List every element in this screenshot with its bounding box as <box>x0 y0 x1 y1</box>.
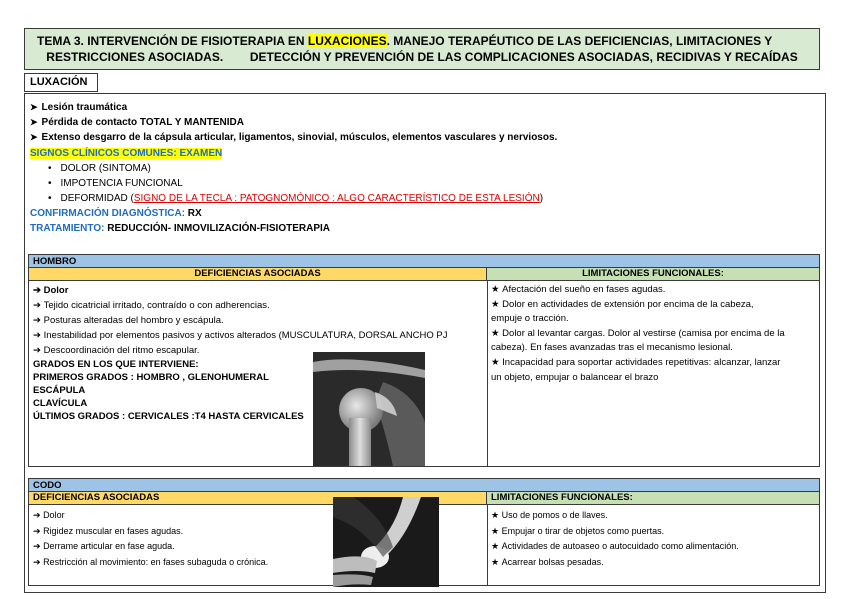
shoulder-table <box>28 254 820 467</box>
list-item: ★ Empujar o tirar de objetos como puertas. <box>491 525 665 536</box>
list-item: ➔ Inestabilidad por elementos pasivos y activos alterados (MUSCULATURA, DORSAL ANCHO PJ <box>33 330 448 341</box>
arrow-icon: ➔ <box>33 541 41 551</box>
shoulder-limitations-header: LIMITACIONES FUNCIONALES: <box>487 268 819 281</box>
signs-heading: SIGNOS CLÍNICOS COMUNES: EXAMEN <box>30 148 223 159</box>
list-item: ★ Acarrear bolsas pesadas. <box>491 556 604 567</box>
list-item: ➔ Dolor <box>33 510 65 520</box>
diagnosis-line: CONFIRMACIÓN DIAGNÓSTICA: RX <box>30 208 202 219</box>
section-tab-luxacion: LUXACIÓN <box>24 73 98 92</box>
arrow-icon: ➔ <box>33 315 41 326</box>
grades-line: ESCÁPULA <box>33 385 86 396</box>
list-item: un objeto, empujar o balancear el brazo <box>491 371 659 383</box>
star-icon: ★ <box>491 284 500 295</box>
list-item: ★ Dolor en actividades de extensión por encima de la cabeza, <box>491 298 754 310</box>
list-item: ➔ Dolor <box>33 285 69 296</box>
pointer-icon: ➤ <box>30 102 38 112</box>
list-item: ★ Uso de pomos o de llaves. <box>491 510 608 520</box>
star-icon: ★ <box>491 541 500 551</box>
title-line-2: RESTRICCIONES ASOCIADAS. DETECCIÓN Y PREVENCIÓN DE LAS COMPLICACIONES ASOCIADAS, RECIDIVAS Y RECAÍDAS <box>46 50 798 64</box>
intro-point: ➤ Lesión traumática <box>30 102 128 113</box>
arrow-icon: ➔ <box>33 345 41 356</box>
sign-item: • DEFORMIDAD (SIGNO DE LA TECLA : PATOGNOMÓNICO : ALGO CARACTERÍSTICO DE ESTA LESIÓN) <box>30 191 557 206</box>
elbow-deficiencies-header: DEFICIENCIAS ASOCIADAS <box>29 492 487 505</box>
arrow-icon: ➔ <box>33 330 41 341</box>
arrow-icon: ➔ <box>33 300 41 311</box>
grades-line: GRADOS EN LOS QUE INTERVIENE: <box>33 359 199 370</box>
star-icon: ★ <box>491 510 500 520</box>
shoulder-xray-image <box>313 352 425 466</box>
arrow-icon: ➔ <box>33 510 41 520</box>
list-item: ★ Afectación del sueño en fases agudas. <box>491 284 666 295</box>
star-icon: ★ <box>491 525 500 536</box>
document-title <box>24 28 820 70</box>
list-item: ➔ Tejido cicatricial irritado, contraído o con adherencias. <box>33 300 270 311</box>
list-item: ★ Actividades de autoaseo o autocuidado como alimentación. <box>491 541 739 551</box>
elbow-table <box>28 478 820 586</box>
sign-item: • IMPOTENCIA FUNCIONAL <box>30 176 557 191</box>
shoulder-title: HOMBRO <box>29 255 819 268</box>
title-highlight: LUXACIONES <box>307 34 387 48</box>
list-item: empuje o tracción. <box>491 313 569 325</box>
star-icon: ★ <box>491 327 500 339</box>
list-item: ★ Incapacidad para soportar actividades repetitivas: alcanzar, lanzar <box>491 356 781 368</box>
intro-section <box>30 100 557 236</box>
star-icon: ★ <box>491 298 500 310</box>
pointer-icon: ➤ <box>30 132 38 142</box>
list-item: ➔ Restricción al movimiento: en fases subaguda o crónica. <box>33 556 269 567</box>
star-icon: ★ <box>491 356 500 368</box>
list-item: ➔ Descoordinación del ritmo escapular. <box>33 345 200 356</box>
arrow-icon: ➔ <box>33 285 41 296</box>
list-item: ➔ Rigidez muscular en fases agudas. <box>33 525 184 536</box>
elbow-xray-image <box>333 497 439 587</box>
star-icon: ★ <box>491 556 500 567</box>
shoulder-limitations-list <box>491 283 817 385</box>
title-line-1: TEMA 3. INTERVENCIÓN DE FISIOTERAPIA EN LUXACIONES. MANEJO TERAPÉUTICO DE LAS DEFICIENCIAS, LIMITACIONES Y <box>37 34 773 48</box>
list-item: ★ Dolor al levantar cargas. Dolor al vestirse (camisa por encima de la <box>491 327 785 339</box>
list-item: cabeza). En fases avanzadas tras el mecanismo lesional. <box>491 342 733 354</box>
intro-point: ➤ Pérdida de contacto TOTAL Y MANTENIDA <box>30 117 244 128</box>
elbow-limitations-list <box>491 508 817 570</box>
arrow-icon: ➔ <box>33 556 41 567</box>
shoulder-deficiencies-header: DEFICIENCIAS ASOCIADAS <box>29 268 487 281</box>
grades-line: ÚLTIMOS GRADOS : CERVICALES :T4 HASTA CERVICALES <box>33 411 304 422</box>
arrow-icon: ➔ <box>33 525 41 536</box>
treatment-line: TRATAMIENTO: REDUCCIÓN- INMOVILIZACIÓN-FISIOTERAPIA <box>30 223 330 234</box>
grades-line: PRIMEROS GRADOS : HOMBRO , GLENOHUMERAL <box>33 372 269 383</box>
deformity-link[interactable]: SIGNO DE LA TECLA : PATOGNOMÓNICO : ALGO CARACTERÍSTICO DE ESTA LESIÓN <box>133 193 540 204</box>
grades-line: CLAVÍCULA <box>33 398 88 409</box>
intro-point: ➤ Extenso desgarro de la cápsula articular, ligamentos, sinovial, músculos, elementos vasculares y nerviosos. <box>30 132 558 143</box>
list-item: ➔ Posturas alteradas del hombro y escápula. <box>33 315 224 326</box>
elbow-limitations-header: LIMITACIONES FUNCIONALES: <box>487 492 819 505</box>
pointer-icon: ➤ <box>30 117 38 127</box>
list-item: ➔ Derrame articular en fase aguda. <box>33 541 175 551</box>
elbow-deficiencies-list <box>33 508 333 570</box>
sign-item: • DOLOR (SINTOMA) <box>30 161 557 176</box>
elbow-title: CODO <box>29 479 819 492</box>
